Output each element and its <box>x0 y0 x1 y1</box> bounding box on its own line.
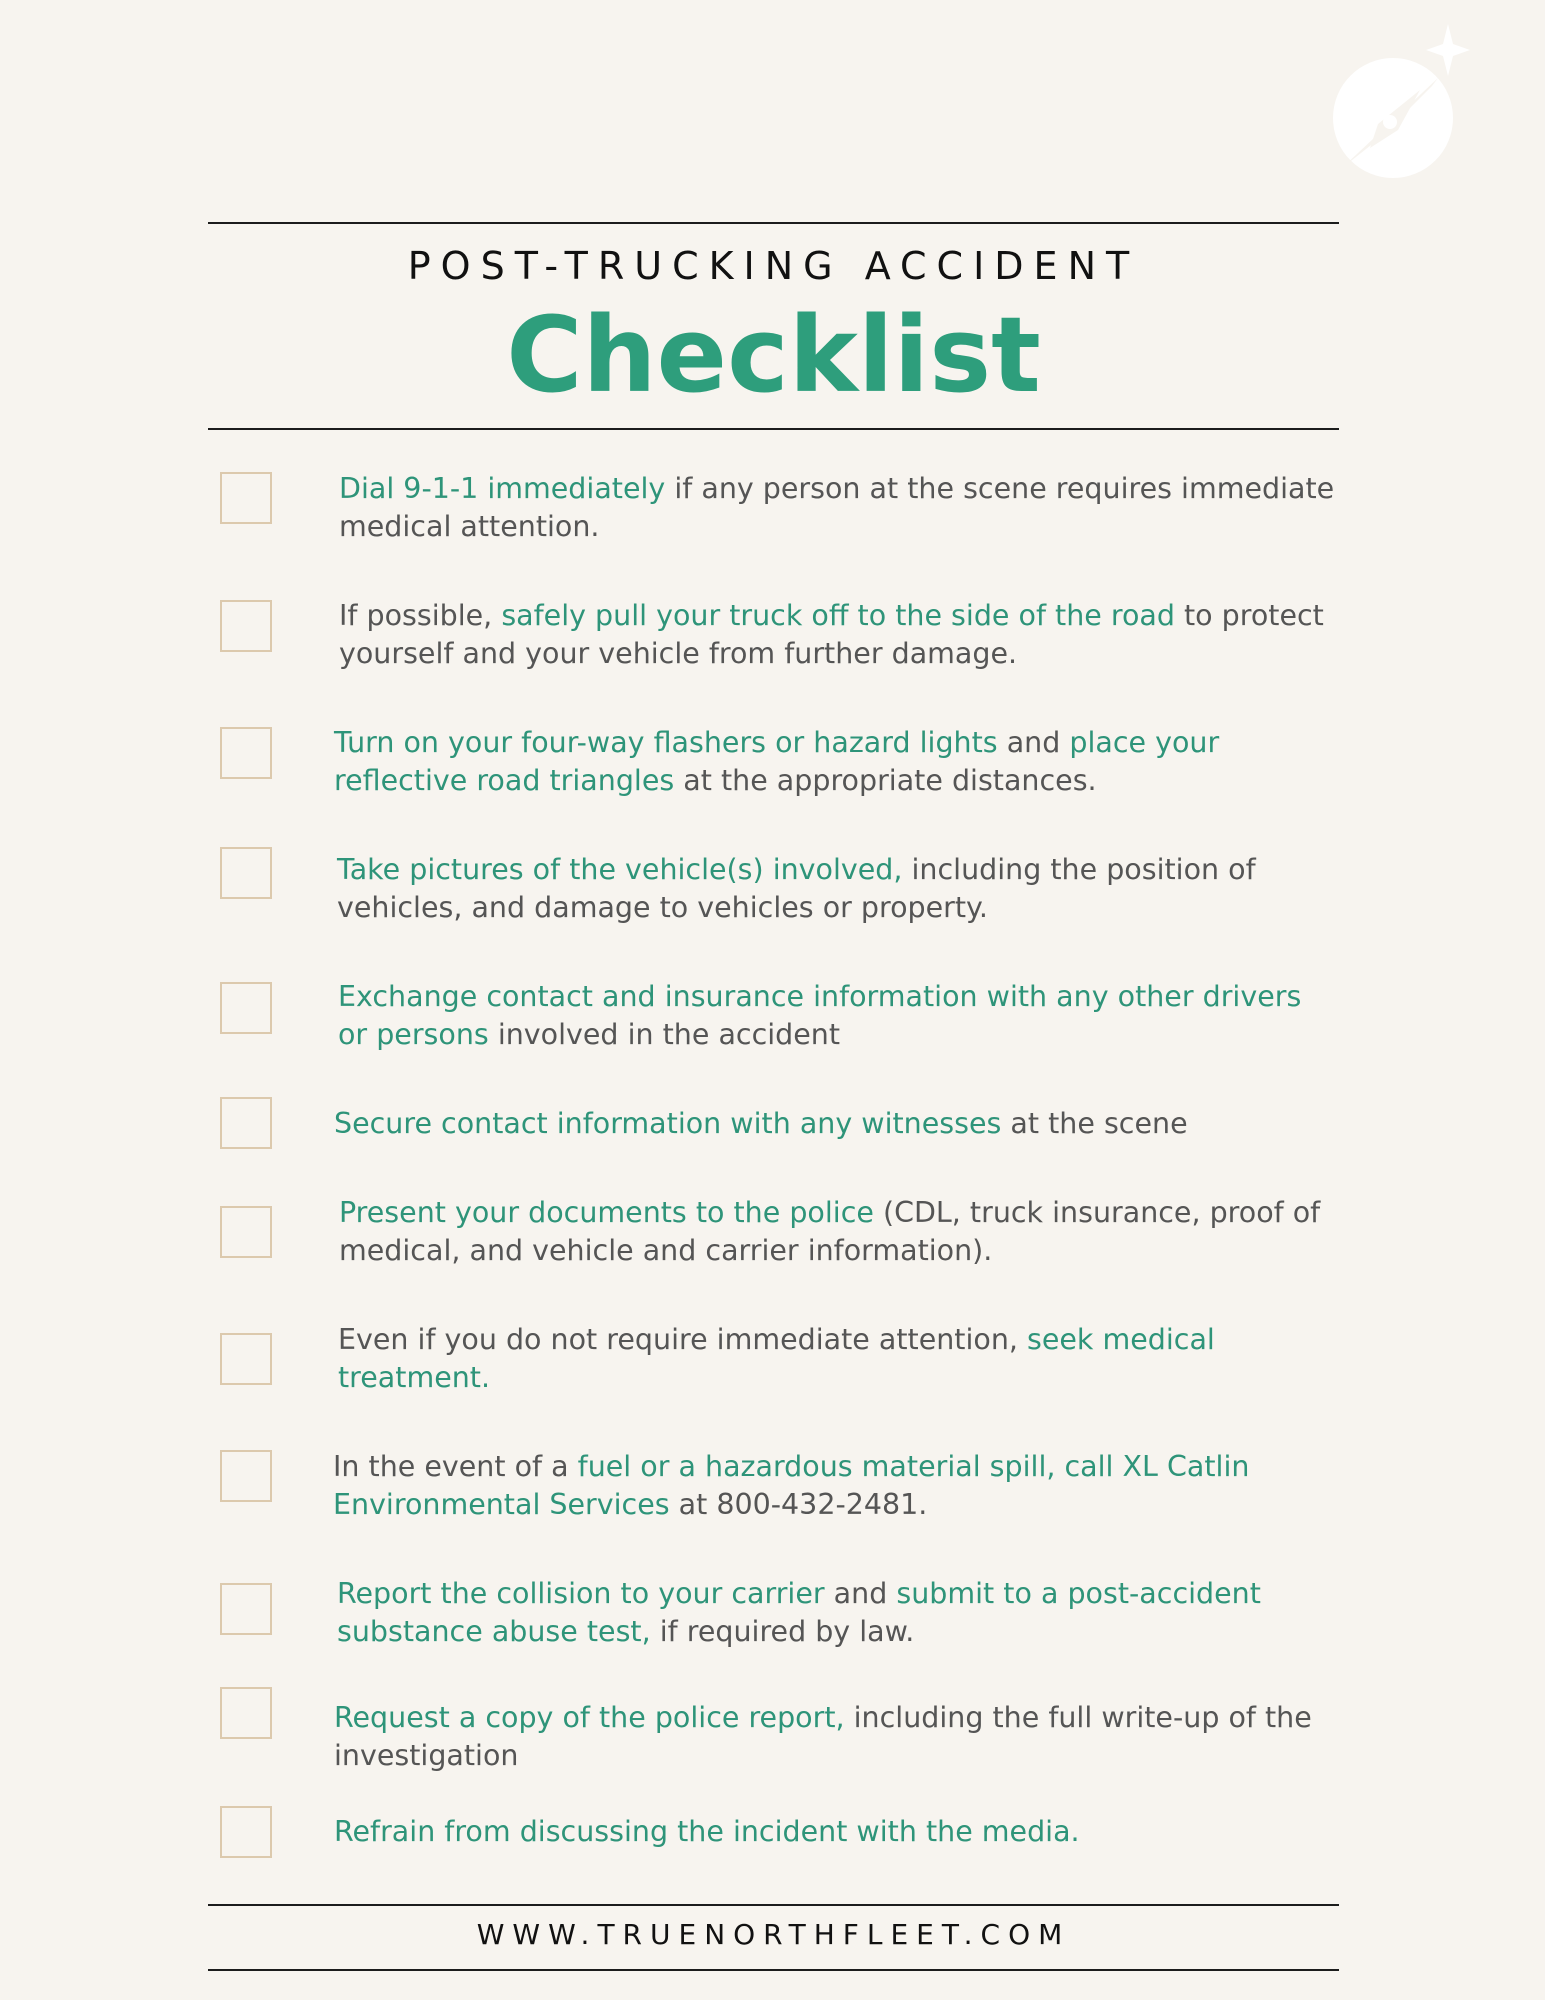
checkbox[interactable] <box>220 1450 272 1502</box>
highlighted-text: Present your documents to the police <box>339 1196 874 1229</box>
highlighted-text: Secure contact information with any witnesses <box>334 1107 1002 1140</box>
checkbox[interactable] <box>220 847 272 899</box>
checklist-item <box>218 1699 1338 1779</box>
plain-text: In the event of a <box>333 1450 578 1483</box>
checkbox[interactable] <box>220 600 272 652</box>
item-text <box>337 851 1337 927</box>
plain-text: to protect yourself and your vehicle from further damage. <box>339 599 1324 670</box>
plain-text: Even if you do not require immediate attention, <box>338 1323 1028 1356</box>
highlighted-text: Report the collision to your carrier <box>337 1577 825 1610</box>
plain-text: if any person at the scene requires immediate medical attention. <box>339 472 1335 543</box>
highlighted-text: Dial 9-1-1 immediately <box>339 472 666 505</box>
checkbox[interactable] <box>220 472 272 524</box>
item-text <box>339 597 1339 673</box>
checklist-item <box>218 597 1338 677</box>
plain-text: and <box>997 726 1070 759</box>
footer-website-link[interactable]: WWW.TRUENORTHFLEET.COM <box>476 1918 1071 1951</box>
highlighted-text: place your reflective road triangles <box>334 726 1220 797</box>
item-text <box>338 978 1338 1054</box>
item-text <box>334 1699 1334 1775</box>
footer-top-rule <box>208 1904 1339 1906</box>
checklist-item <box>218 1575 1338 1655</box>
plain-text: at the appropriate distances. <box>674 764 1097 797</box>
plain-text: including the full write-up of the investigation <box>334 1701 1312 1772</box>
checkbox[interactable] <box>220 1687 272 1739</box>
item-text <box>339 1194 1339 1270</box>
highlighted-text: fuel or a hazardous material spill, call XL Catlin Environmental Services <box>333 1450 1250 1521</box>
checklist-item <box>218 1813 1338 1893</box>
highlighted-text: seek medical treatment. <box>338 1323 1215 1394</box>
checkbox[interactable] <box>220 1583 272 1635</box>
item-text <box>334 1813 1334 1851</box>
checklist-item <box>218 1448 1338 1528</box>
plain-text: at 800-432-2481. <box>669 1488 928 1521</box>
highlighted-text: Exchange contact and insurance information with any other drivers or persons <box>338 980 1302 1051</box>
plain-text: at the scene <box>1001 1107 1188 1140</box>
checkbox[interactable] <box>220 982 272 1034</box>
plain-text: including the position of vehicles, and damage to vehicles or property. <box>337 853 1256 924</box>
checkbox[interactable] <box>220 1806 272 1858</box>
page-subtitle: POST-TRUCKING ACCIDENT <box>407 244 1140 288</box>
item-text <box>337 1575 1337 1651</box>
checkbox[interactable] <box>220 727 272 779</box>
checklist-item <box>218 851 1338 931</box>
plain-text: (CDL, truck insurance, proof of medical, and vehicle and carrier information). <box>339 1196 1321 1267</box>
plain-text: and <box>824 1577 897 1610</box>
highlighted-text: Take pictures of the vehicle(s) involved, <box>337 853 903 886</box>
highlighted-text: Refrain from discussing the incident with the media. <box>334 1815 1080 1848</box>
checkbox[interactable] <box>220 1206 272 1258</box>
checklist-item <box>218 470 1338 550</box>
checklist-item <box>218 978 1338 1058</box>
page-title: Checklist <box>506 294 1041 416</box>
item-text <box>338 1321 1338 1397</box>
item-text <box>334 1105 1334 1143</box>
checkbox[interactable] <box>220 1097 272 1149</box>
item-text <box>333 1448 1333 1524</box>
item-text <box>339 470 1339 546</box>
footer-bottom-rule <box>208 1969 1339 1971</box>
header-top-rule <box>208 222 1339 224</box>
checklist-item <box>218 1194 1338 1274</box>
highlighted-text: Turn on your four-way flashers or hazard lights <box>334 726 998 759</box>
highlighted-text: Request a copy of the police report, <box>334 1701 845 1734</box>
item-text <box>334 724 1334 800</box>
plain-text: if required by law. <box>650 1615 915 1648</box>
plain-text: involved in the accident <box>488 1018 841 1051</box>
checklist-item <box>218 724 1338 804</box>
highlighted-text: safely pull your truck off to the side of the road <box>501 599 1175 632</box>
plain-text: If possible, <box>339 599 502 632</box>
header-bottom-rule <box>208 428 1339 430</box>
checklist-item <box>218 1105 1338 1185</box>
compass-star-icon <box>1320 20 1470 180</box>
checkbox[interactable] <box>220 1333 272 1385</box>
checklist-item <box>218 1321 1338 1401</box>
highlighted-text: submit to a post-accident substance abuse test, <box>337 1577 1261 1648</box>
